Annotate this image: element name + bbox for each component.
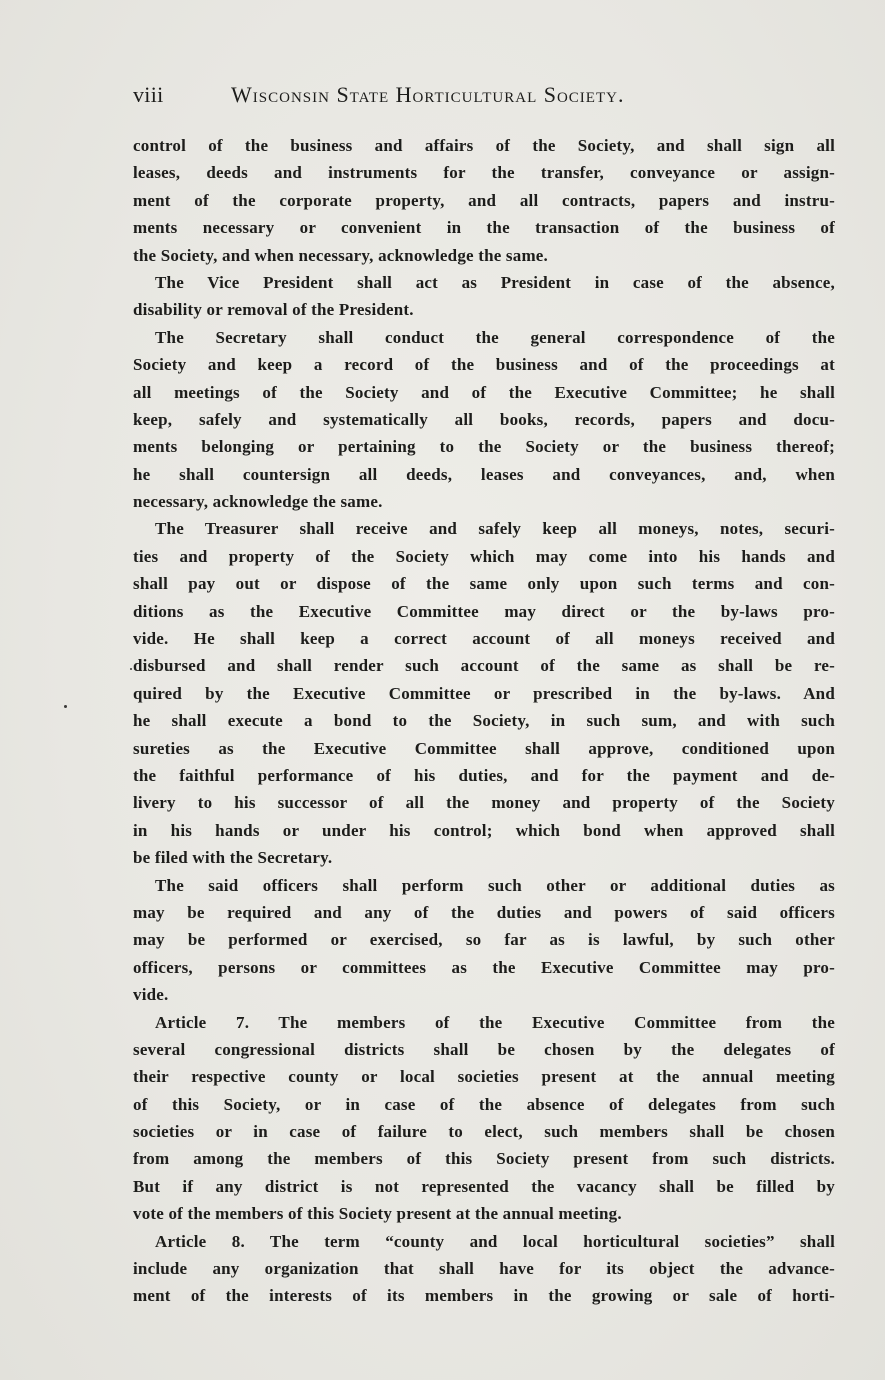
text-line: may be performed or exercised, so far as is lawful, by such other (133, 930, 835, 950)
text-line: ment of the interests of its members in the growing or sale of horti- (133, 1286, 835, 1306)
text-line: But if any district is not represented the vacancy shall be filled by (133, 1176, 835, 1196)
text-line: vide. (133, 985, 169, 1005)
body-text (133, 132, 835, 1310)
text-line: Society and keep a record of the business and of the proceedings at (133, 355, 835, 375)
paragraph-article-7 (133, 1009, 835, 1228)
text-line: ditions as the Executive Committee may direct or the by-laws pro- (133, 601, 835, 621)
text-line: ties and property of the Society which may come into his hands and (133, 546, 835, 566)
text-line: be filed with the Secretary. (133, 848, 333, 868)
text-line: shall pay out or dispose of the same only upon such terms and con- (133, 574, 835, 594)
text-line: officers, persons or committees as the Executive Committee may pro- (133, 957, 835, 977)
text-line: The Treasurer shall receive and safely keep all moneys, notes, securi- (155, 519, 835, 539)
paragraph-treasurer (133, 515, 835, 871)
paragraph-officers-duties (133, 872, 835, 1009)
text-line: The Secretary shall conduct the general correspondence of the (155, 327, 835, 347)
page-header (133, 82, 833, 112)
text-line: quired by the Executive Committee or prescribed in the by-laws. And (133, 683, 835, 703)
text-line: the Society, and when necessary, acknowledge the same. (133, 245, 549, 265)
text-line: from among the members of this Society present from such districts. (133, 1149, 835, 1169)
paragraph-article-8 (133, 1228, 835, 1310)
page-number: viii (133, 82, 164, 107)
text-line: Article 7. The members of the Executive Committee from the (155, 1012, 835, 1032)
text-line: their respective county or local societies present at the annual meeting (133, 1067, 835, 1087)
text-line: several congressional districts shall be chosen by the delegates of (133, 1039, 835, 1059)
text-line: disbursed and shall render such account of the same as shall be re- (133, 656, 835, 676)
text-line: in his hands or under his control; which bond when approved shall (133, 820, 835, 840)
text-line: ment of the corporate property, and all contracts, papers and instru- (133, 190, 835, 210)
text-line: leases, deeds and instruments for the transfer, conveyance or assign- (133, 163, 835, 183)
text-line: livery to his successor of all the money and property of the Society (133, 793, 835, 813)
print-speck (64, 705, 67, 708)
paragraph-vice-president (133, 269, 835, 324)
text-line: disability or removal of the President. (133, 300, 414, 320)
paragraph-continuation (133, 132, 835, 269)
text-line: may be required and any of the duties and powers of said officers (133, 902, 835, 922)
text-line: vote of the members of this Society present at the annual meeting. (133, 1204, 622, 1224)
text-line: control of the business and affairs of the Society, and shall sign all (133, 136, 835, 155)
text-line: of this Society, or in case of the absence of delegates from such (133, 1094, 835, 1114)
paragraph-secretary (133, 324, 835, 516)
text-line: all meetings of the Society and of the Executive Committee; he shall (133, 382, 835, 402)
text-line: he shall execute a bond to the Society, in such sum, and with such (133, 711, 835, 731)
text-line: ments belonging or pertaining to the Society or the business thereof; (133, 437, 835, 457)
text-line: The Vice President shall act as President in case of the absence, (155, 272, 835, 292)
text-line: the faithful performance of his duties, and for the payment and de- (133, 765, 835, 785)
text-line: keep, safely and systematically all books, records, papers and docu- (133, 409, 835, 429)
text-line: The said officers shall perform such other or additional duties as (155, 875, 835, 895)
text-line: necessary, acknowledge the same. (133, 492, 383, 512)
text-line: ments necessary or convenient in the transaction of the business of (133, 218, 835, 238)
print-speck (130, 668, 132, 670)
text-line: vide. He shall keep a correct account of all moneys received and (133, 629, 835, 649)
running-title: Wisconsin State Horticultural Society. (231, 82, 625, 107)
text-line: include any organization that shall have for its object the advance- (133, 1259, 835, 1279)
text-line: sureties as the Executive Committee shall approve, conditioned upon (133, 738, 835, 758)
text-line: societies or in case of failure to elect, such members shall be chosen (133, 1122, 835, 1142)
text-line: he shall countersign all deeds, leases and conveyances, and, when (133, 464, 835, 484)
text-line: Article 8. The term “county and local horticultural societies” shall (155, 1231, 835, 1251)
